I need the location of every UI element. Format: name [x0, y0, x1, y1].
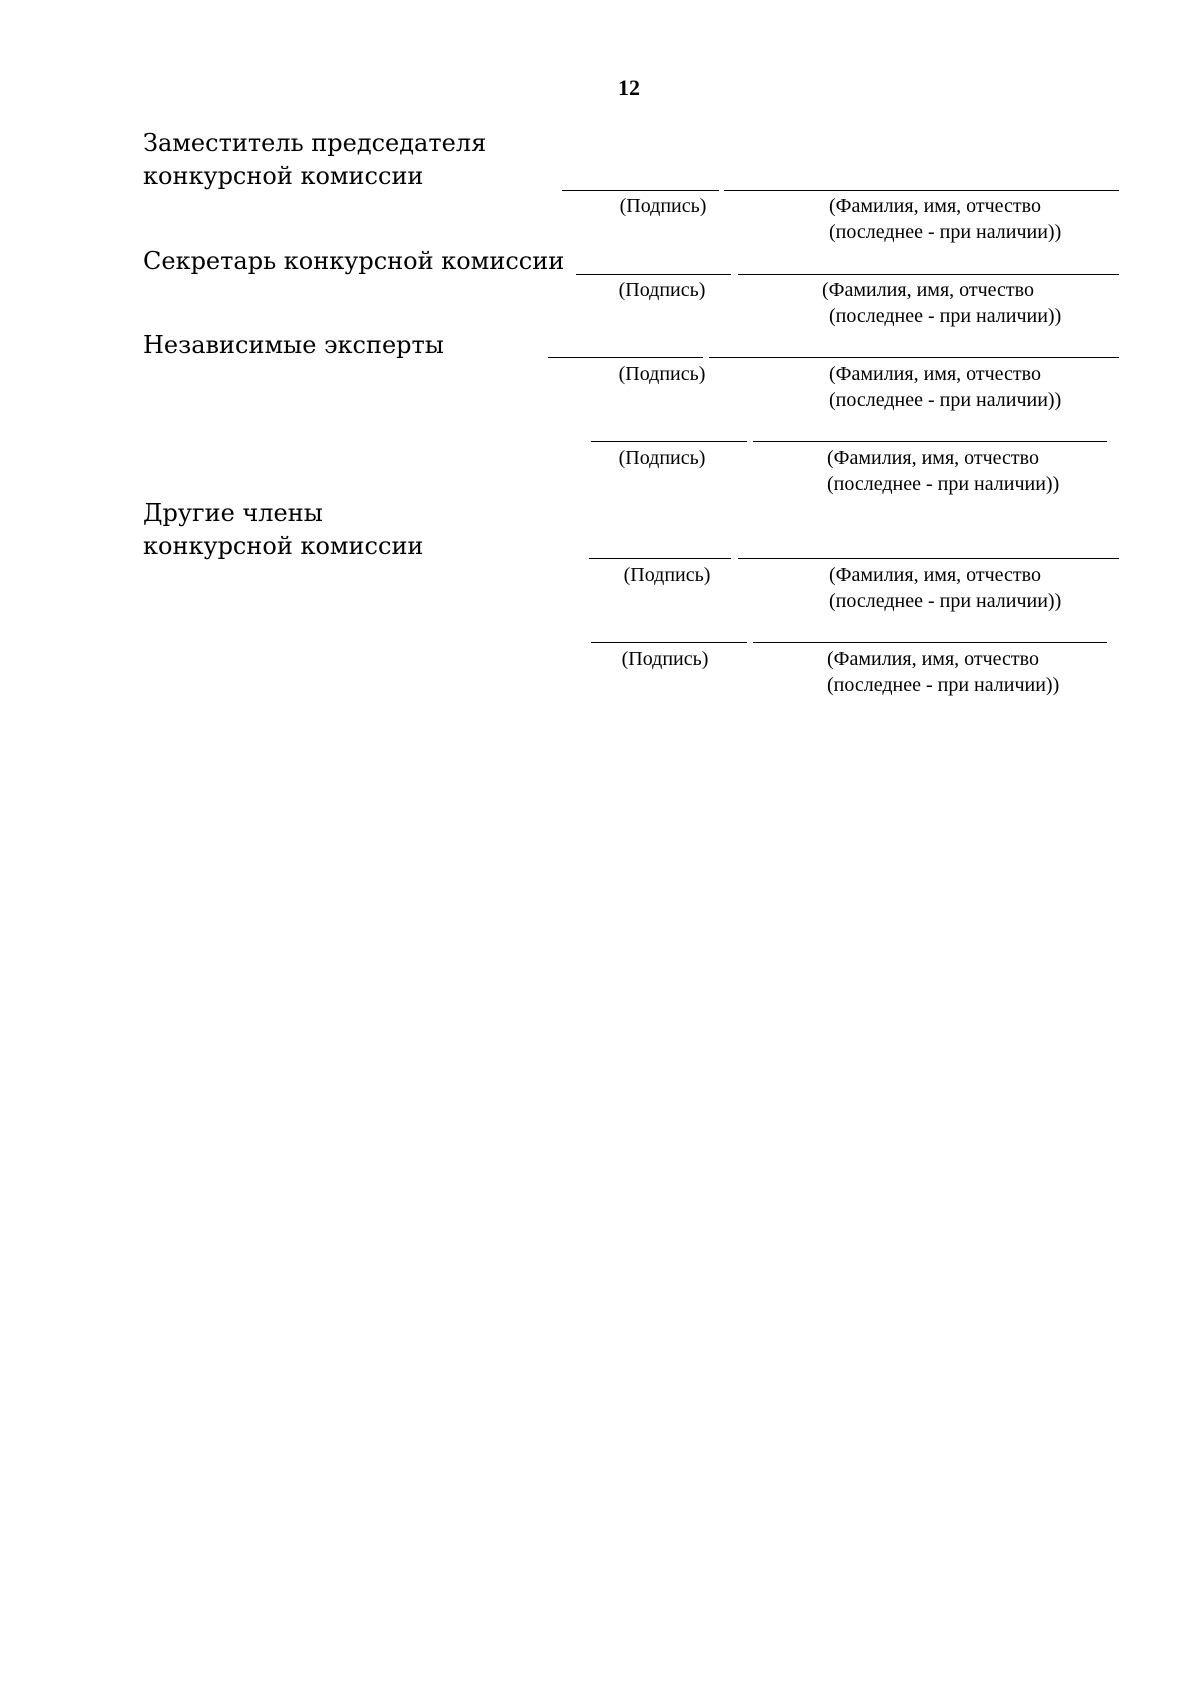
name-line [753, 441, 1107, 442]
name-line [724, 190, 1119, 191]
role-other-members-line2: конкурсной комиссии [143, 532, 424, 560]
signature-caption: (Подпись) [618, 447, 706, 469]
name-line [753, 642, 1107, 643]
signature-caption: (Подпись) [621, 648, 709, 670]
role-deputy-chairman-line2: конкурсной комиссии [143, 162, 424, 190]
name-caption-line2: (последнее - при наличии)) [827, 473, 1060, 495]
signature-caption: (Подпись) [619, 195, 707, 217]
name-line [709, 357, 1119, 358]
name-caption [829, 361, 1061, 413]
signature-line [591, 642, 747, 643]
name-caption [829, 562, 1061, 614]
name-line [738, 558, 1119, 559]
name-caption-line2: (последнее - при наличии)) [829, 305, 1062, 327]
name-caption [822, 277, 1061, 329]
role-deputy-chairman-line1: Заместитель председателя [143, 129, 487, 157]
name-caption-line2: (последнее - при наличии)) [827, 674, 1060, 696]
name-caption-line2: (последнее - при наличии)) [829, 221, 1062, 243]
signature-line [562, 190, 719, 191]
signature-caption: (Подпись) [623, 564, 711, 586]
role-secretary: Секретарь конкурсной комиссии [143, 247, 565, 275]
signature-caption: (Подпись) [618, 279, 706, 301]
name-caption-line2: (последнее - при наличии)) [829, 590, 1062, 612]
role-independent-experts: Независимые эксперты [143, 331, 444, 359]
name-caption-line1: (Фамилия, имя, отчество [829, 363, 1041, 385]
name-line [738, 274, 1119, 275]
name-caption-line2: (последнее - при наличии)) [829, 389, 1062, 411]
name-caption-line1: (Фамилия, имя, отчество [827, 447, 1039, 469]
name-caption [829, 193, 1061, 245]
signature-caption: (Подпись) [618, 363, 706, 385]
name-caption-line1: (Фамилия, имя, отчество [822, 279, 1034, 301]
name-caption [827, 646, 1059, 698]
role-other-members-line1: Другие члены [143, 499, 323, 527]
page-number: 12 [618, 75, 640, 100]
signature-line [591, 441, 747, 442]
name-caption-line1: (Фамилия, имя, отчество [827, 648, 1039, 670]
name-caption [827, 445, 1059, 497]
signature-line [548, 357, 703, 358]
signature-line [576, 274, 731, 275]
name-caption-line1: (Фамилия, имя, отчество [829, 564, 1041, 586]
signature-line [589, 558, 731, 559]
name-caption-line1: (Фамилия, имя, отчество [829, 195, 1041, 217]
